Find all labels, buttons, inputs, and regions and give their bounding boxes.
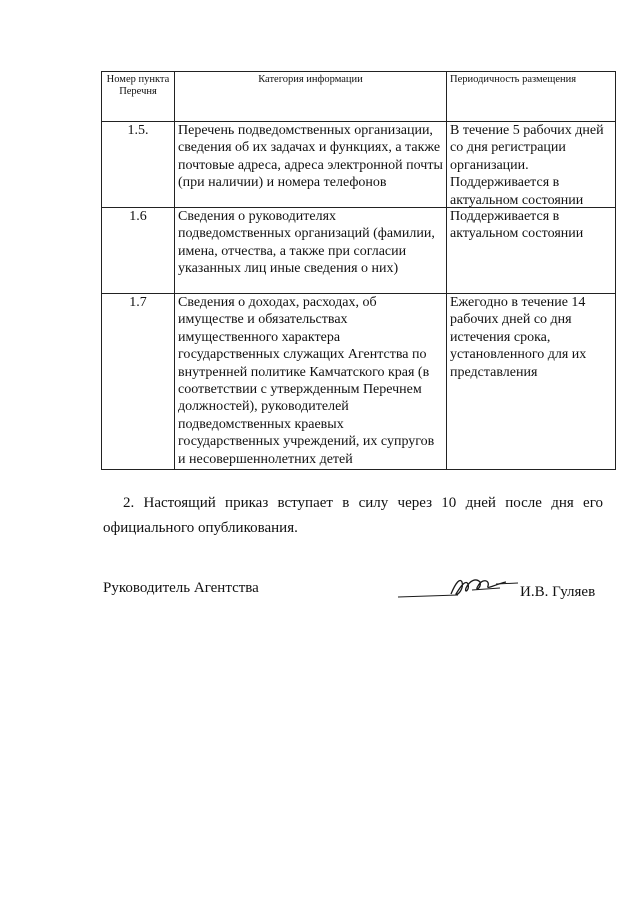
table-row — [102, 122, 616, 208]
handwritten-signature — [396, 570, 536, 610]
row-category — [175, 294, 447, 470]
row-category-text: Сведения о руководителях подведомственных организаций (фамилии, имена, отчества, а также при согласии указанных лиц иные сведения о них) — [178, 209, 435, 277]
row-periodicity — [447, 208, 616, 294]
row-periodicity-text: Поддерживается в актуальном состоянии — [450, 209, 584, 242]
row-number: 1.7 — [102, 294, 175, 470]
row-periodicity-text: В течение 5 рабочих дней со дня регистрации организации. Поддерживается в актуальном состоянии — [450, 123, 604, 207]
table-row — [102, 208, 616, 294]
header-periodicity: Периодичность размещения — [447, 72, 616, 122]
signatory-title: Руководитель Агентства — [103, 580, 259, 596]
row-periodicity — [447, 122, 616, 208]
row-category-text: Перечень подведомственных организации, сведения об их задачах и функциях, а также почтовые адреса, адреса электронной почты (при наличии) и номера телефонов — [178, 123, 443, 191]
row-periodicity-text: Ежегодно в течение 14 рабочих дней со дня истечения срока, установленного для их представления — [450, 295, 587, 380]
header-category: Категория информации — [175, 72, 447, 122]
row-category — [175, 208, 447, 294]
header-number: Номер пункта Перечня — [102, 72, 175, 122]
row-category-text: Сведения о доходах, расходах, об имуществе и обязательствах имущественного характера государственных служащих Агентства по внутренней политике Камчатского края (в соответствии с утвержденным Перечнем должностей), руководителей подведомственных краевых государственных учреждений, их супругов и несовершеннолетних детей — [178, 295, 435, 467]
table-header-row — [102, 72, 616, 122]
row-category — [175, 122, 447, 208]
table-row — [102, 294, 616, 470]
row-number: 1.6 — [102, 208, 175, 294]
information-table — [101, 71, 616, 470]
row-number: 1.5. — [102, 122, 175, 208]
signatory-name: И.В. Гуляев — [520, 584, 596, 600]
order-effective-paragraph: 2. Настоящий приказ вступает в силу через 10 дней после дня его официального опубликования. — [103, 495, 603, 536]
row-periodicity — [447, 294, 616, 470]
